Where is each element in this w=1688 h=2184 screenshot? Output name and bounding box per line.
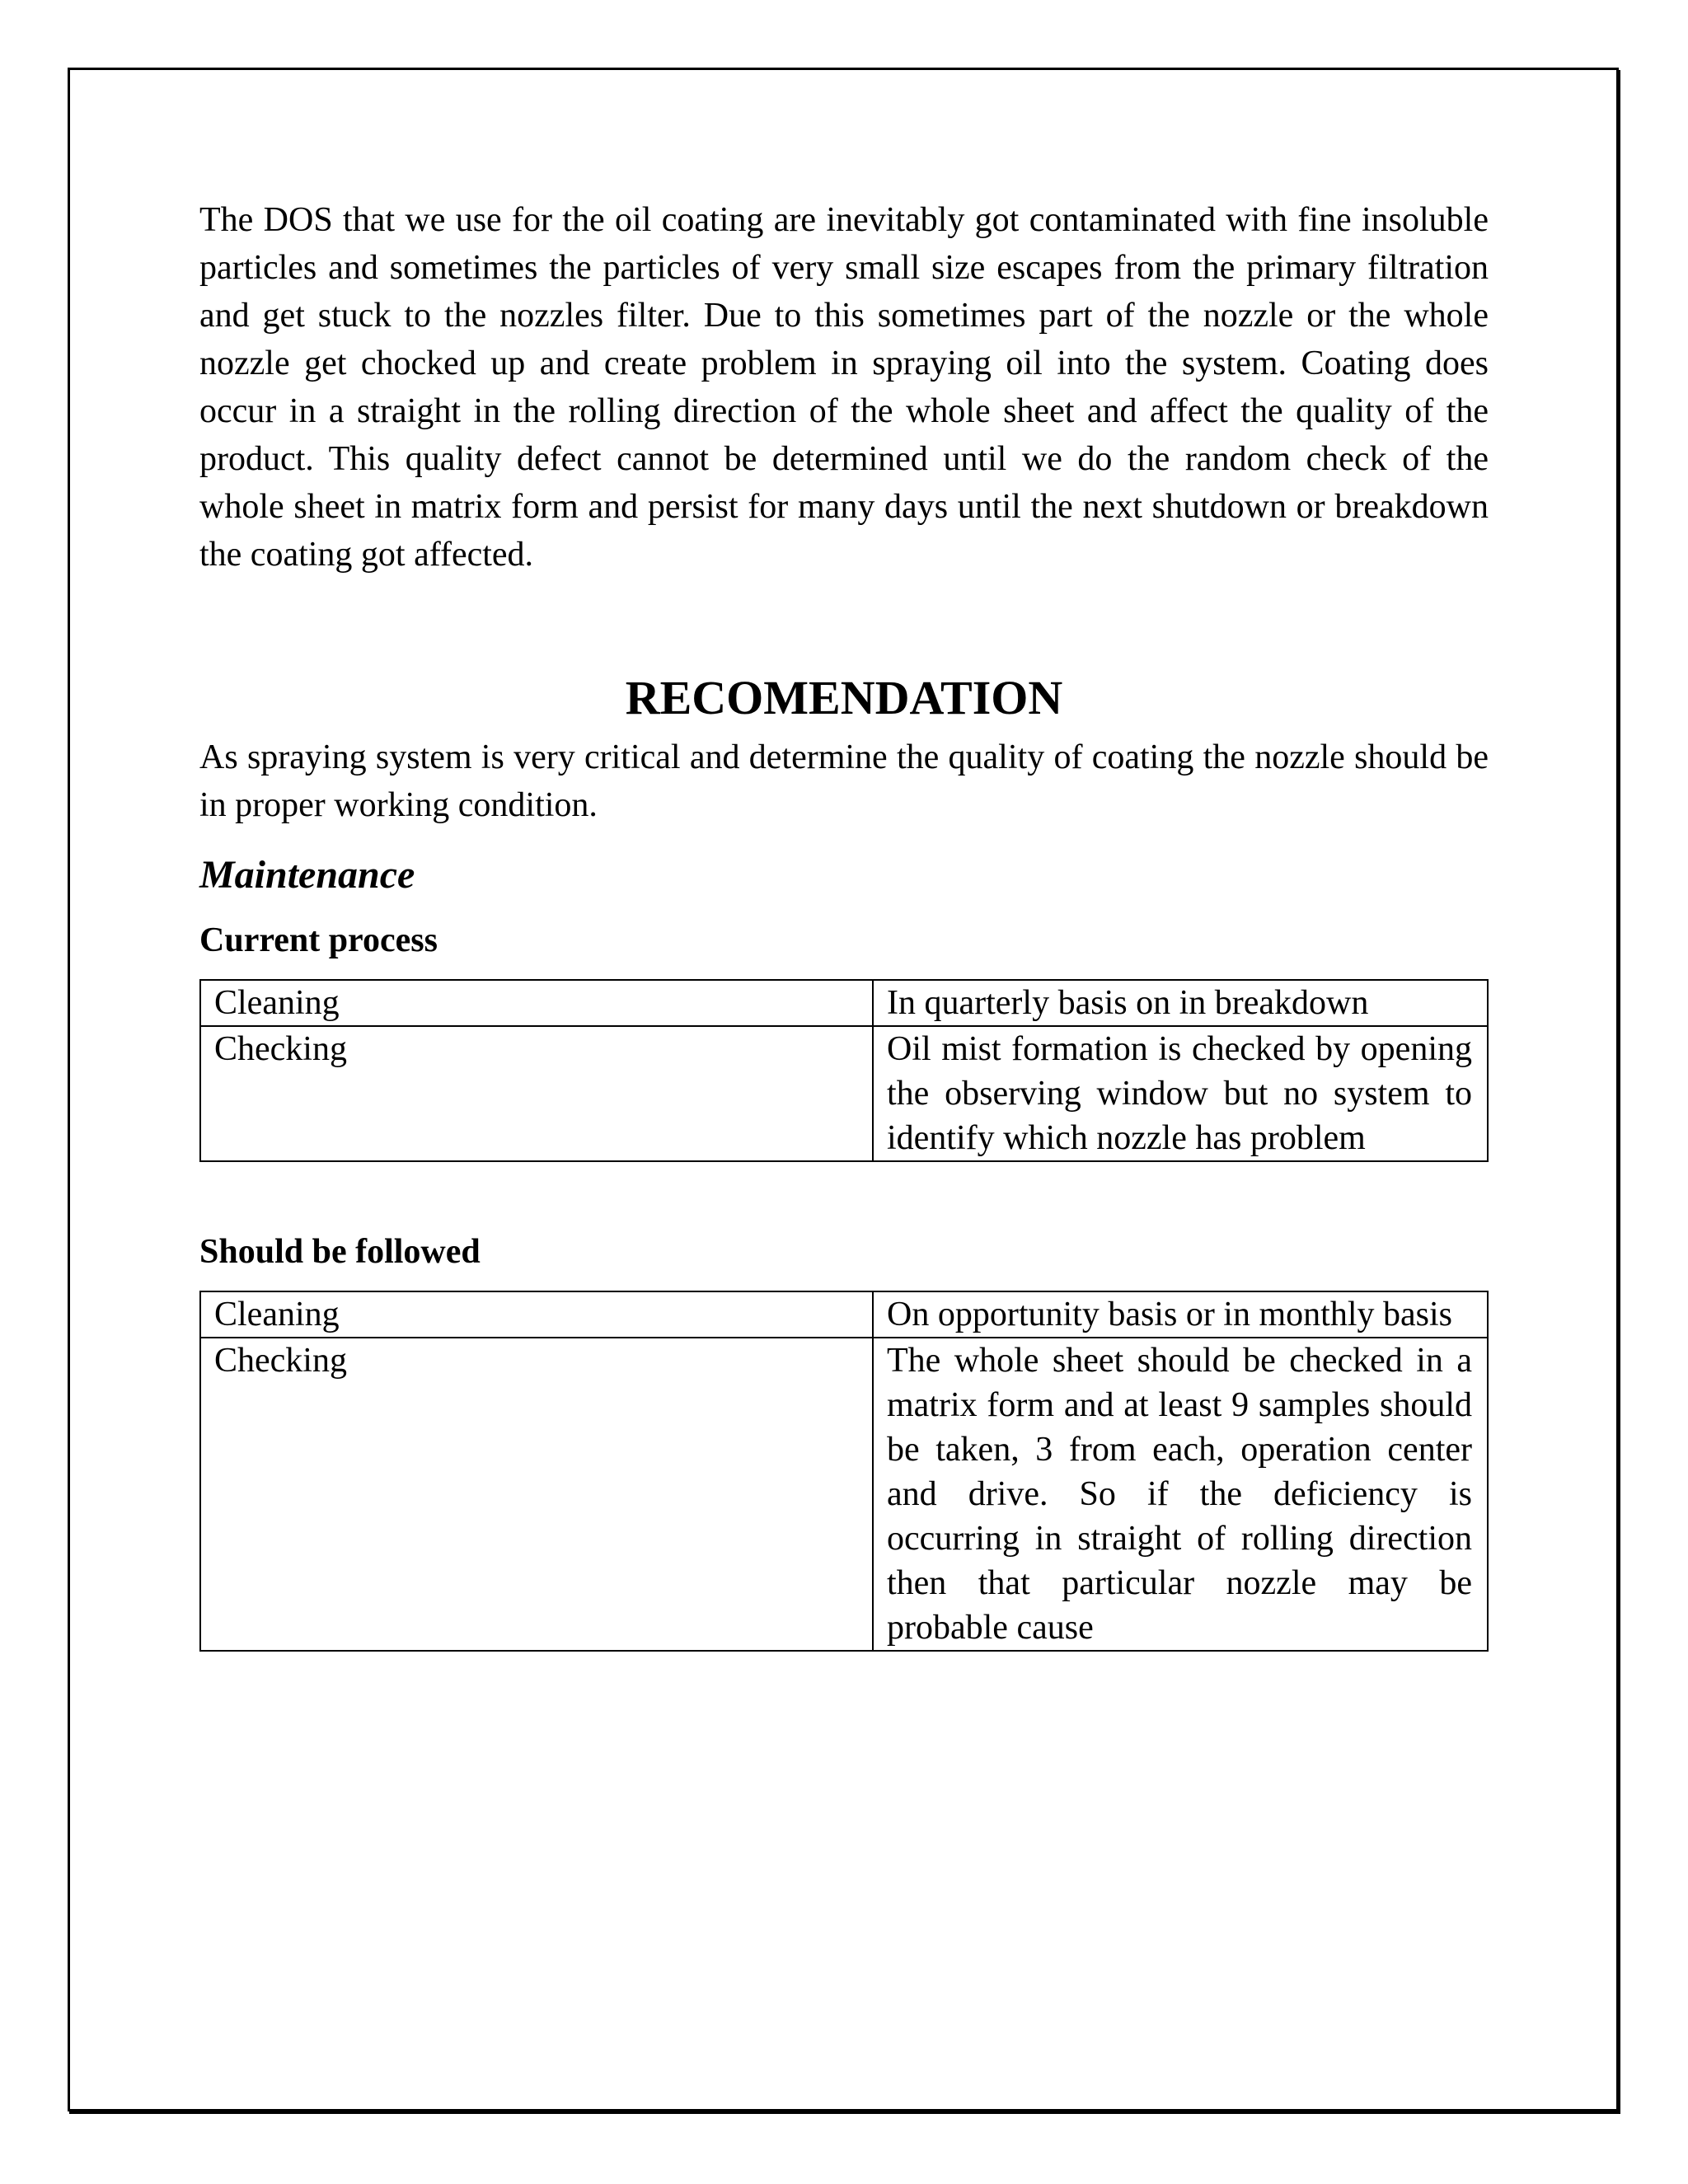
page-content	[199, 196, 1489, 1652]
table-cell-label: Cleaning	[200, 980, 873, 1026]
recommendation-heading: RECOMENDATION	[625, 671, 1063, 724]
table-cell-label: Checking	[200, 1338, 873, 1651]
table-cell-label: Checking	[200, 1026, 873, 1161]
table-cell-value: In quarterly basis on in breakdown	[873, 980, 1488, 1026]
table-cell-value: Oil mist formation is checked by opening the observing window but no system to identify which nozzle has problem	[873, 1026, 1488, 1161]
should-be-followed-heading: Should be followed	[199, 1233, 481, 1271]
table-cell-value: On opportunity basis or in monthly basis	[873, 1291, 1488, 1338]
should-be-followed-table	[199, 1291, 1489, 1652]
intro-paragraph: The DOS that we use for the oil coating are inevitably got contaminated with fine insoluble particles and sometimes the particles of very small size escapes from the primary filtration and get stuck to the nozzles filter. Due to this sometimes part of the nozzle or the whole nozzle get chocked up and create problem in spraying oil into the system. Coating does occur in a straight in the rolling direction of the whole sheet and affect the quality of the product. This quality defect cannot be determined until we do the random check of the whole sheet in matrix form and persist for many days until the next shutdown or breakdown the coating got affected.	[199, 201, 1489, 574]
table-row	[200, 1291, 1488, 1338]
table-row	[200, 1026, 1488, 1161]
table-row	[200, 980, 1488, 1026]
current-process-table	[199, 979, 1489, 1162]
table-row	[200, 1338, 1488, 1651]
table-cell-value: The whole sheet should be checked in a matrix form and at least 9 samples should be taken, 3 from each, operation center and drive. So if the deficiency is occurring in straight of rolling direction then that particular nozzle may be probable cause	[873, 1338, 1488, 1651]
maintenance-heading: Maintenance	[199, 853, 415, 897]
table-cell-label: Cleaning	[200, 1291, 873, 1338]
current-process-heading: Current process	[199, 921, 438, 959]
recommendation-paragraph: As spraying system is very critical and determine the quality of coating the nozzle should be in proper working condition.	[199, 738, 1489, 824]
